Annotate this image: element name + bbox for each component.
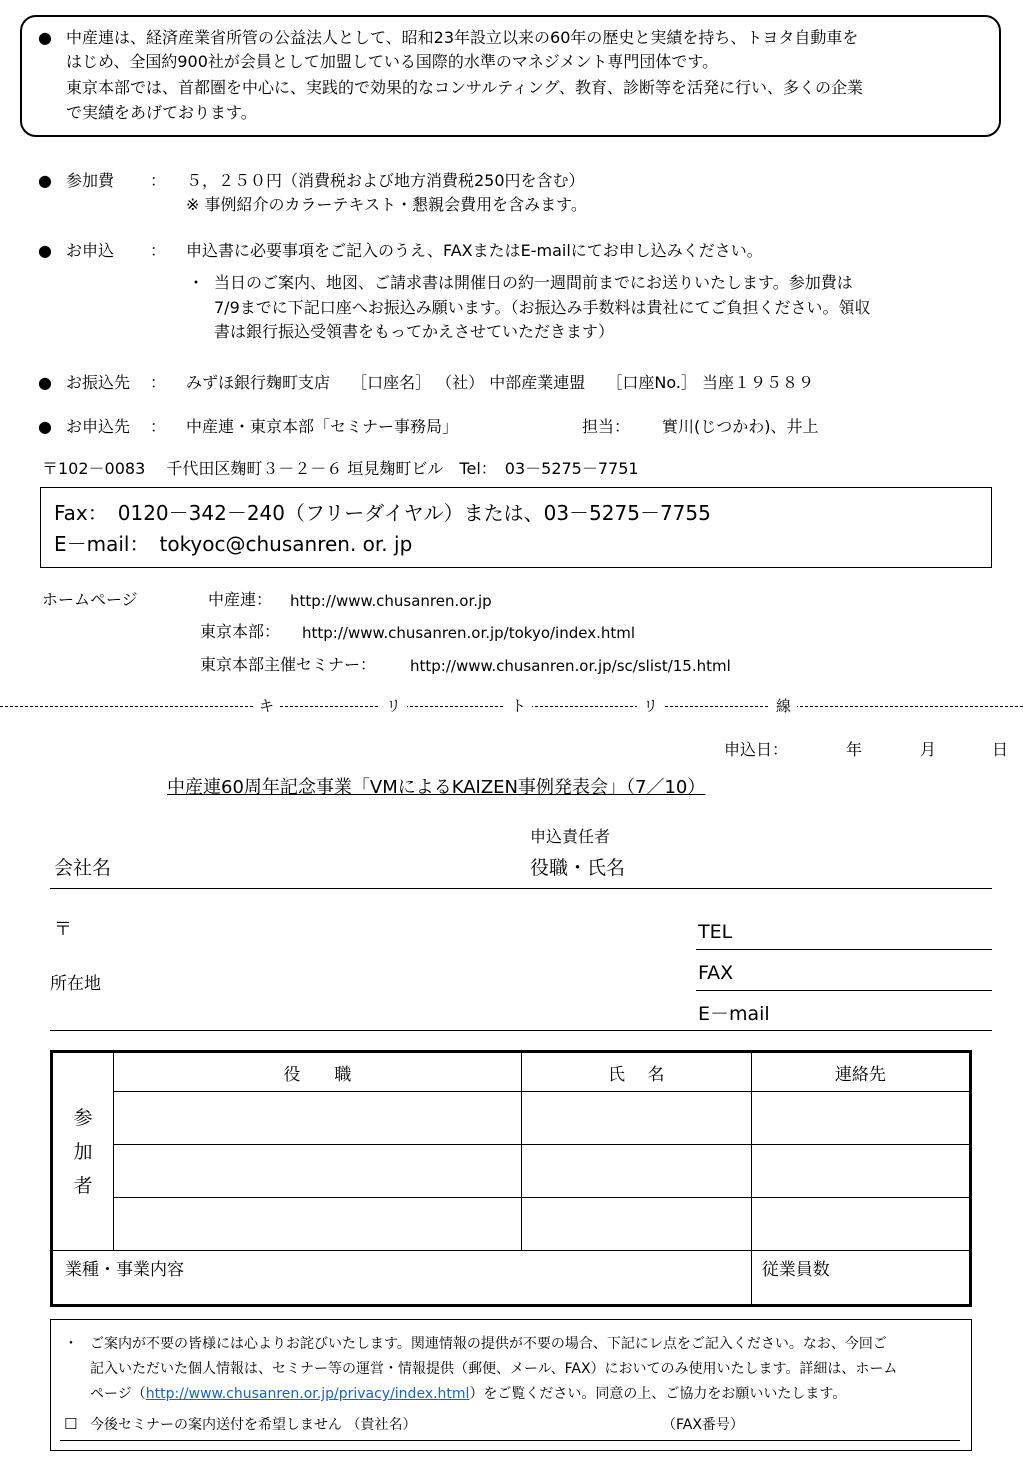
fee-label: 参加費: [66, 171, 115, 190]
apply-value: 申込書に必要事項をご記入のうえ、FAXまたはE-mailにてお申し込みください。: [186, 241, 763, 260]
bullet: ●: [38, 417, 52, 436]
homepage-name: 中産連：: [208, 590, 273, 609]
checkbox-label: 今後セミナーの案内送付を希望しません （貴社名）: [90, 1417, 417, 1433]
notice-line: 記入いただいた個人情報は、セミナー等の運営・情報提供（郵便、メール、FAX）においてのみ使用いたします。詳細は、ホーム: [90, 1361, 898, 1377]
participant-name-cell[interactable]: [521, 1145, 751, 1198]
homepage-link[interactable]: http://www.chusanren.or.jp/tokyo/index.html: [302, 624, 636, 642]
bullet: ●: [38, 171, 52, 190]
postal-mark: 〒: [54, 919, 72, 940]
date-label: 申込日：: [724, 740, 789, 759]
bullet: ●: [38, 241, 52, 260]
contact-label: お申込先: [66, 417, 131, 436]
address-line: [50, 1030, 992, 1031]
intro-line: 中産連は、経済産業省所管の公益法人として、昭和23年設立以来の60年の歴史と実績を持ち、トヨタ自動車を: [66, 28, 859, 47]
contact-value: 中産連・東京本部「セミナー事務局」: [186, 417, 459, 436]
participant-contact-cell[interactable]: [751, 1198, 970, 1251]
header-name: 氏 名: [521, 1052, 751, 1092]
homepage-name: 東京本部：: [200, 622, 281, 641]
notice-line: ご案内が不要の皆様には心よりお詫びいたします。関連情報の提供が不要の場合、下記にレ点をご記入ください。なお、今回ご: [90, 1336, 887, 1352]
cut-char: キ: [253, 697, 280, 715]
participant-contact-cell[interactable]: [751, 1145, 970, 1198]
participant-contact-cell[interactable]: [751, 1092, 970, 1145]
company-line: [50, 888, 992, 889]
cut-char: リ: [380, 697, 407, 715]
colon: ：: [150, 241, 167, 260]
fax-number: Fax： 0120－342－240（フリーダイヤル）または、03－5275－7755: [54, 501, 711, 525]
notice-line: ページ（http://www.chusanren.or.jp/privacy/index.html）をご覧ください。同意の上、ご協力をお願いいたします。: [90, 1386, 847, 1402]
address: 〒102－0083 千代田区麹町３－２－６ 垣見麹町ビル Tel： 03－5275－7751: [42, 459, 639, 478]
apply-label: お申込: [66, 241, 115, 260]
fee-note: ※ 事例紹介のカラーテキスト・懇親会費用を含みます。: [186, 195, 587, 214]
participant-position-cell[interactable]: [114, 1198, 522, 1251]
person-name: 實川(じつかわ)、井上: [662, 417, 819, 436]
header-position: 役 職: [114, 1052, 522, 1092]
date-day: 日: [992, 740, 1009, 759]
apply-detail: 書は銀行振込受領書をもってかえさせていただきます）: [214, 322, 615, 341]
participant-name-cell[interactable]: [521, 1092, 751, 1145]
date-year: 年: [846, 740, 863, 759]
person-label: 担当：: [582, 417, 631, 436]
sub-bullet: ・: [188, 273, 205, 292]
colon: ：: [150, 171, 167, 190]
checkbox[interactable]: ☐: [64, 1415, 78, 1433]
form-title: 中産連60周年記念事業「VMによるKAIZEN事例発表会」（7／10）: [167, 777, 706, 798]
company-label: 会社名: [54, 857, 112, 879]
homepage-label: ホームページ: [42, 590, 138, 609]
cut-char: ト: [505, 697, 532, 715]
employees-label: 従業員数: [761, 1260, 830, 1280]
industry-label: 業種・事業内容: [65, 1260, 184, 1280]
email-label: E－mail: [698, 1003, 770, 1025]
transfer-value: みずほ銀行麹町支店 ［口座名］ （社） 中部産業連盟 ［口座No.］ 当座１９５８９: [186, 373, 814, 392]
notice-line-underline: [60, 1440, 960, 1441]
fax-number-label: （FAX番号）: [662, 1417, 744, 1433]
transfer-label: お振込先: [66, 373, 131, 392]
privacy-link[interactable]: http://www.chusanren.or.jp/privacy/index.html: [145, 1386, 470, 1402]
bullet: ●: [38, 28, 52, 47]
apply-detail: 当日のご案内、地図、ご請求書は開催日の約一週間前までにお送りいたします。参加費は: [214, 273, 853, 292]
fax-label: FAX: [698, 962, 734, 984]
tel-line: [696, 949, 992, 950]
participant-position-cell[interactable]: [114, 1092, 522, 1145]
bullet: ●: [38, 373, 52, 392]
employees-cell[interactable]: [751, 1251, 970, 1306]
cut-char: 線: [770, 697, 797, 715]
industry-cell[interactable]: [52, 1251, 752, 1306]
colon: ：: [150, 417, 167, 436]
header-contact: 連絡先: [751, 1052, 970, 1092]
fee-value: ５，２５０円（消費税および地方消費税250円を含む）: [186, 171, 585, 190]
location-label: 所在地: [50, 974, 101, 994]
homepage-name: 東京本部主催セミナー：: [200, 655, 377, 674]
responsible-label: 申込責任者: [530, 827, 611, 846]
cut-char: リ: [637, 697, 664, 715]
intro-line: はじめ、全国約900社が会員として加盟している国際的水準のマネジメント専門団体です。: [66, 52, 719, 71]
tel-label: TEL: [698, 921, 733, 943]
colon: ：: [150, 373, 167, 392]
fax-line: [696, 990, 992, 991]
homepage-link[interactable]: http://www.chusanren.or.jp: [290, 592, 492, 610]
participants-table: [50, 1050, 972, 1307]
email-address: E－mail： tokyoc@chusanren. or. jp: [54, 532, 413, 556]
apply-detail: 7/9までに下記口座へお振込み願います。（お振込み手数料は貴社にてご負担ください。領収: [214, 298, 871, 317]
sub-bullet: ・: [64, 1336, 78, 1352]
intro-line: 東京本部では、首都圏を中心に、実践的で効果的なコンサルティング、教育、診断等を活発に行い、多くの企業: [66, 78, 863, 97]
participant-position-cell[interactable]: [114, 1145, 522, 1198]
date-month: 月: [920, 740, 937, 759]
participants-side-label: 参 加 者: [52, 1052, 114, 1251]
position-name-label: 役職・氏名: [530, 857, 626, 879]
participant-name-cell[interactable]: [521, 1198, 751, 1251]
intro-line: で実績をあげております。: [66, 103, 257, 122]
homepage-link[interactable]: http://www.chusanren.or.jp/sc/slist/15.html: [410, 657, 731, 675]
